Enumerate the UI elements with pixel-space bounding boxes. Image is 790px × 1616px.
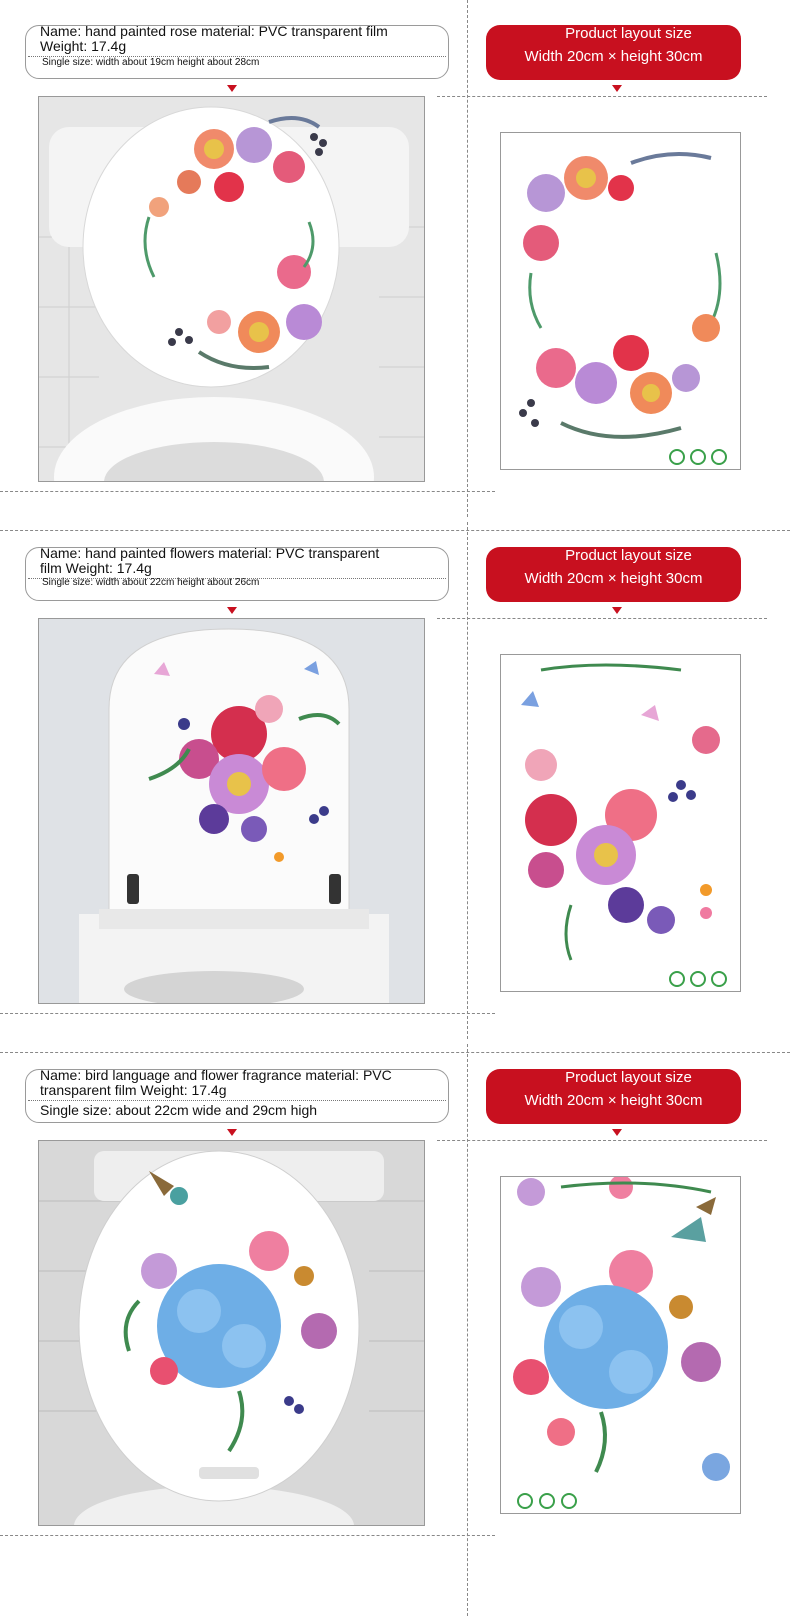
divider (437, 618, 767, 619)
layout-size-title: Product layout size (565, 547, 692, 564)
layout-size-value: Width 20cm × height 30cm (524, 570, 703, 587)
eco-badge-icon (690, 971, 706, 987)
eco-badge-icon (539, 1493, 555, 1509)
product-info-box (25, 25, 449, 79)
product-name-text: Name: bird language and flower fragrance material: PVC (40, 1067, 392, 1083)
sticker-sheet-flowers (500, 654, 741, 992)
eco-badge-icon (669, 449, 685, 465)
eco-badge-icon (517, 1493, 533, 1509)
layout-size-badge (486, 1069, 741, 1124)
layout-size-value: Width 20cm × height 30cm (524, 1092, 703, 1109)
layout-size-title: Product layout size (565, 25, 692, 42)
product-photo-toilet-flowers (38, 618, 425, 1004)
product-name-text: Name: hand painted rose material: PVC transparent film (40, 23, 388, 39)
layout-size-title: Product layout size (565, 1069, 692, 1086)
divider (467, 0, 468, 517)
product-section-rose (0, 0, 790, 522)
sticker-sheet-rose (500, 132, 741, 470)
divider (467, 1044, 468, 1616)
product-info-box (25, 547, 449, 601)
divider (467, 522, 468, 1039)
product-section-bird (0, 1044, 790, 1616)
divider (0, 1013, 495, 1014)
single-size-text: Single size: width about 19cm height about 28cm (42, 57, 260, 68)
product-info-box (25, 1069, 449, 1123)
layout-size-badge (486, 25, 741, 80)
product-weight-text: transparent film Weight: 17.4g (40, 1082, 227, 1098)
sticker-sheet-bird (500, 1176, 741, 1514)
product-section-flowers (0, 522, 790, 1044)
eco-badge-icon (561, 1493, 577, 1509)
down-arrow-icon (227, 607, 237, 614)
layout-size-badge (486, 547, 741, 602)
eco-badge-icon (711, 449, 727, 465)
single-size-text: Single size: width about 22cm height about 26cm (42, 577, 260, 588)
product-photo-toilet-rose (38, 96, 425, 482)
product-name-text: Name: hand painted flowers material: PVC transparent (40, 545, 380, 561)
eco-badge-icon (711, 971, 727, 987)
down-arrow-icon (612, 85, 622, 92)
single-size-text: Single size: about 22cm wide and 29cm high (40, 1102, 318, 1118)
divider (0, 1535, 495, 1536)
layout-size-value: Width 20cm × height 30cm (524, 48, 703, 65)
eco-badge-icon (690, 449, 706, 465)
down-arrow-icon (227, 85, 237, 92)
product-weight-text: Weight: 17.4g (40, 38, 127, 54)
down-arrow-icon (612, 1129, 622, 1136)
product-weight-text: film Weight: 17.4g (40, 560, 152, 576)
divider (28, 1100, 446, 1101)
eco-badge-icon (669, 971, 685, 987)
divider (437, 96, 767, 97)
divider (437, 1140, 767, 1141)
down-arrow-icon (227, 1129, 237, 1136)
down-arrow-icon (612, 607, 622, 614)
divider (0, 491, 495, 492)
product-photo-toilet-bird (38, 1140, 425, 1526)
